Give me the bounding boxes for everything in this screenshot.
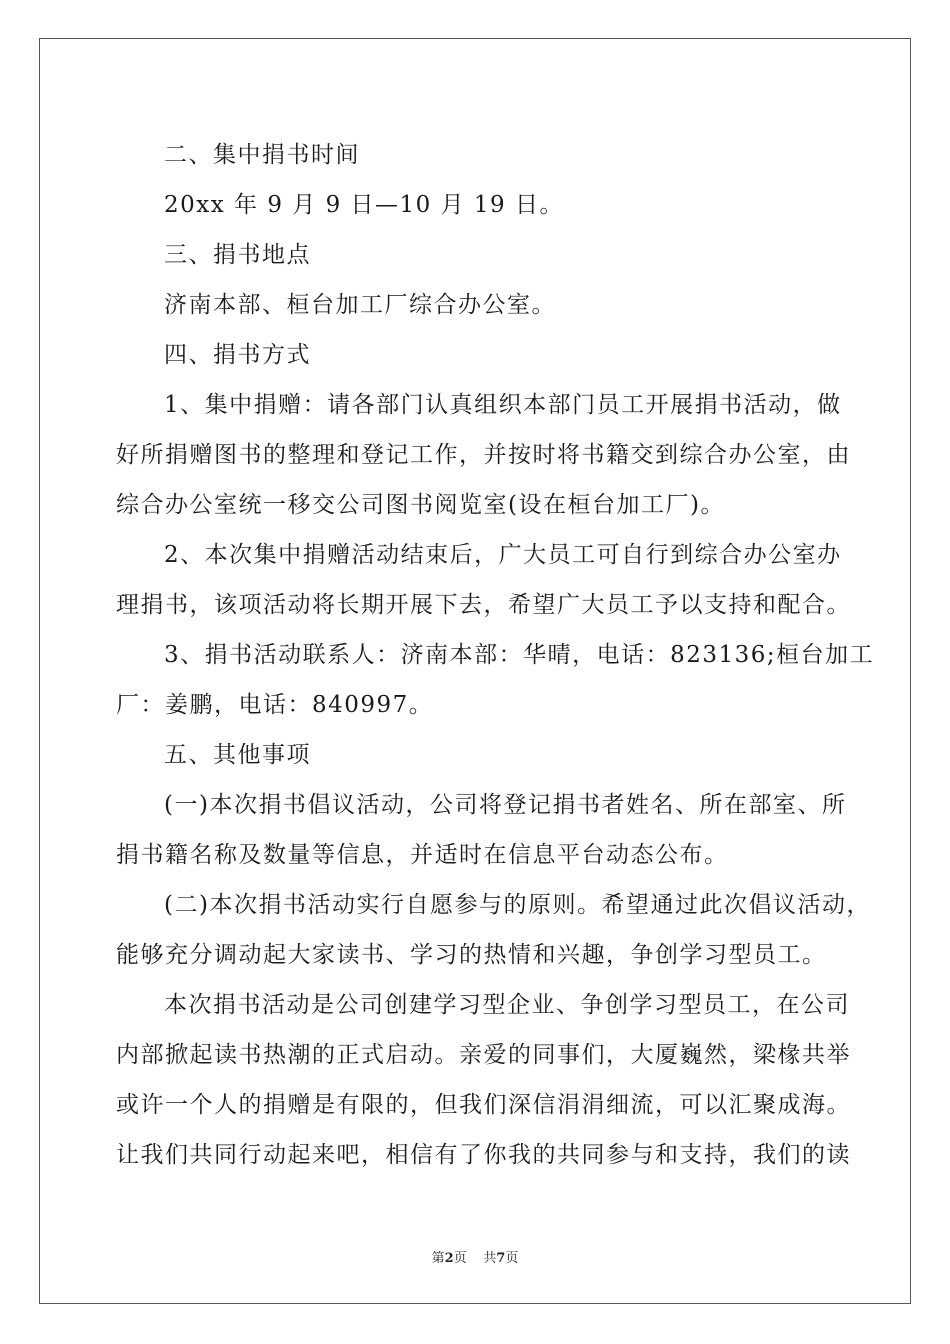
paragraph-line: 厂：姜鹏，电话：840997。 (116, 692, 434, 718)
document-body (116, 130, 875, 1180)
paragraph-line: (一)本次捐书倡议活动，公司将登记捐书者姓名、所在部室、所 (164, 792, 847, 818)
current-page-number: 2 (444, 1251, 454, 1266)
paragraph-line: 内部掀起读书热潮的正式启动。亲爱的同事们，大厦巍然，梁椽共举 (116, 1042, 851, 1068)
paragraph-line: 20xx 年 9 月 9 日—10 月 19 日。 (164, 192, 564, 218)
paragraph-line: 2、本次集中捐赠活动结束后，广大员工可自行到综合办公室办 (164, 542, 842, 568)
total-suffix: 页 (505, 1251, 519, 1266)
paragraph-line: 或许一个人的捐赠是有限的，但我们深信涓涓细流，可以汇聚成海。 (116, 1092, 851, 1118)
paragraph-line: 理捐书，该项活动将长期开展下去，希望广大员工予以支持和配合。 (116, 592, 851, 618)
paragraph-line: 让我们共同行动起来吧，相信有了你我的共同参与和支持，我们的读 (116, 1142, 851, 1168)
page-suffix: 页 (453, 1251, 467, 1266)
total-prefix: 共 (483, 1251, 497, 1266)
section-heading-method: 四、捐书方式 (164, 342, 311, 368)
paragraph-line: (二)本次捐书活动实行自愿参与的原则。希望通过此次倡议活动， (164, 892, 871, 918)
total-page-number: 7 (496, 1251, 506, 1266)
section-heading-location: 三、捐书地点 (164, 242, 311, 268)
page-prefix: 第 (431, 1251, 445, 1266)
paragraph-line: 1、集中捐赠：请各部门认真组织本部门员工开展捐书活动，做 (164, 392, 842, 418)
paragraph-line: 捐书籍名称及数量等信息，并适时在信息平台动态公布。 (116, 842, 729, 868)
section-heading-time: 二、集中捐书时间 (164, 142, 360, 168)
paragraph-line: 好所捐赠图书的整理和登记工作，并按时将书籍交到综合办公室，由 (116, 442, 851, 468)
section-heading-other: 五、其他事项 (164, 742, 311, 768)
paragraph-line: 本次捐书活动是公司创建学习型企业、争创学习型员工，在公司 (164, 992, 850, 1018)
page-footer (0, 1247, 950, 1266)
paragraph-line: 综合办公室统一移交公司图书阅览室(设在桓台加工厂)。 (116, 492, 725, 518)
paragraph-line: 能够充分调动起大家读书、学习的热情和兴趣，争创学习型员工。 (116, 942, 827, 968)
paragraph-line: 济南本部、桓台加工厂综合办公室。 (164, 292, 556, 318)
paragraph-line: 3、捐书活动联系人：济南本部：华晴，电话：823136;桓台加工 (164, 642, 875, 668)
